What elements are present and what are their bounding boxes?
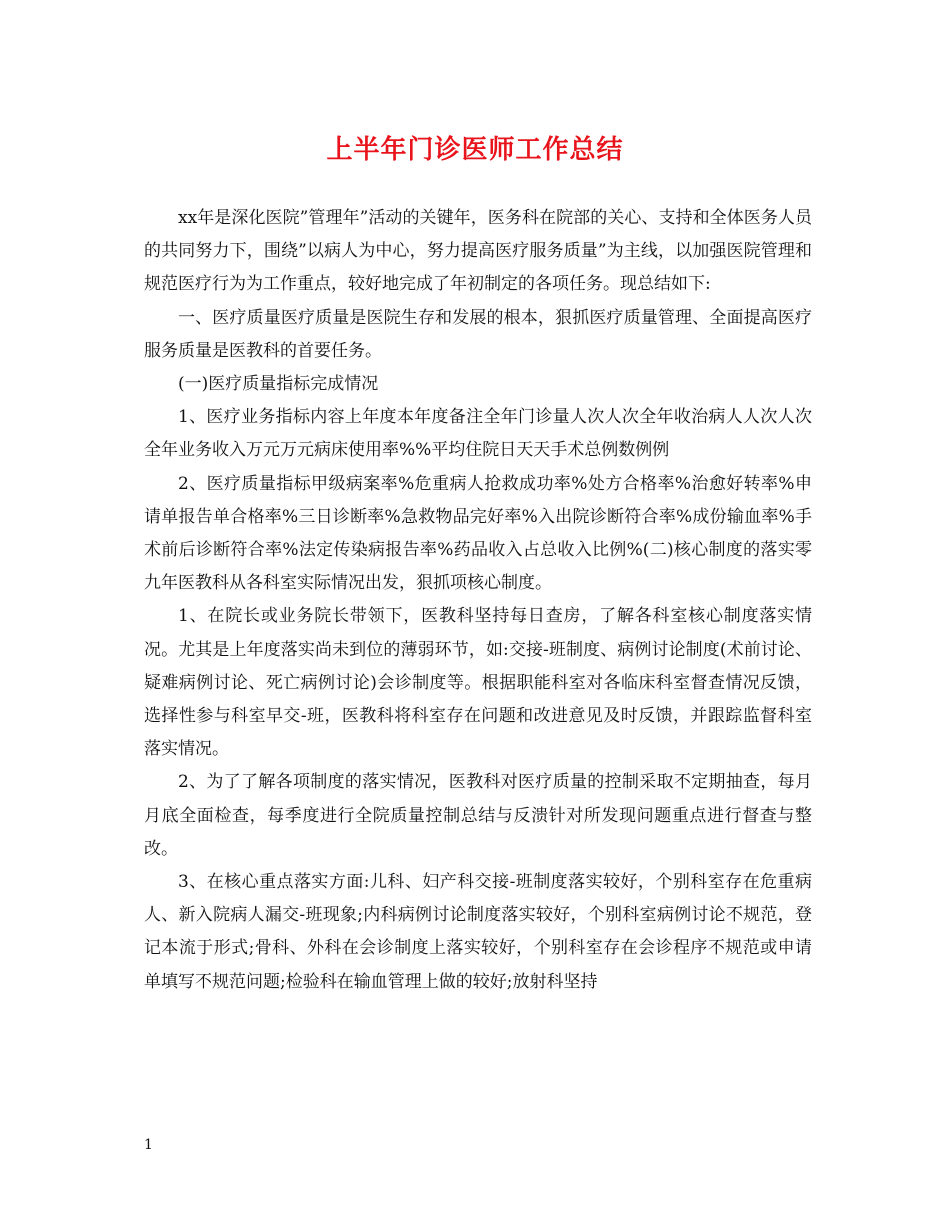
page-number: 1 — [144, 1137, 153, 1153]
paragraph: (一)医疗质量指标完成情况 — [178, 374, 379, 395]
paragraph: 3、在核心重点落实方面:儿科、妇产科交接-班制度落实较好，个别科室存在危重病人、新入院病人漏交-班现象;内科病例讨论制度落实较好，个别科室病例讨论不规范，登记本流于形式;骨科、外科在会诊制度上落实较好，个别科室存在会诊程序不规范或申请单填写不规范问题;检验科在输血管理上做的较好;放射科坚持 — [144, 872, 812, 992]
document-body — [144, 202, 812, 999]
paragraph: 1、在院长或业务院长带领下，医教科坚持每日查房，了解各科室核心制度落实情况。尤其是上年度落实尚未到位的薄弱环节，如:交接-班制度、病例讨论制度(术前讨论、疑难病例讨论、死亡病例讨论)会诊制度等。根据职能科室对各临床科室督查情况反馈，选择性参与科室早交-班，医教科将科室存在问题和改进意见及时反馈，并跟踪监督科室落实情况。 — [144, 606, 812, 760]
page-title: 上半年门诊医师工作总结 — [326, 135, 624, 165]
paragraph: 1、医疗业务指标内容上年度本年度备注全年门诊量人次人次全年收治病人人次人次全年业务收入万元万元病床使用率%%平均住院日天天手术总例数例例 — [144, 407, 812, 461]
paragraph: 一、医疗质量医疗质量是医院生存和发展的根本，狠抓医疗质量管理、全面提高医疗服务质量是医教科的首要任务。 — [144, 307, 812, 361]
paragraph: xx年是深化医院”管理年”活动的关键年，医务科在院部的关心、支持和全体医务人员的共同努力下，围绕”以病人为中心，努力提高医疗服务质量”为主线，以加强医院管理和规范医疗行为为工作重点，较好地完成了年初制定的各项任务。现总结如下: — [144, 208, 812, 295]
paragraph: 2、医疗质量指标甲级病案率%危重病人抢救成功率%处方合格率%治愈好转率%申请单报告单合格率%三日诊断率%急救物品完好率%入出院诊断符合率%成份输血率%手术前后诊断符合率%法定传染病报告率%药品收入占总收入比例%(二)核心制度的落实零九年医教科从各科室实际情况出发，狠抓项核心制度。 — [144, 473, 812, 594]
paragraph: 2、为了了解各项制度的落实情况，医教科对医疗质量的控制采取不定期抽查，每月月底全面检查，每季度进行全院质量控制总结与反溃针对所发现问题重点进行督查与整改。 — [144, 772, 812, 859]
